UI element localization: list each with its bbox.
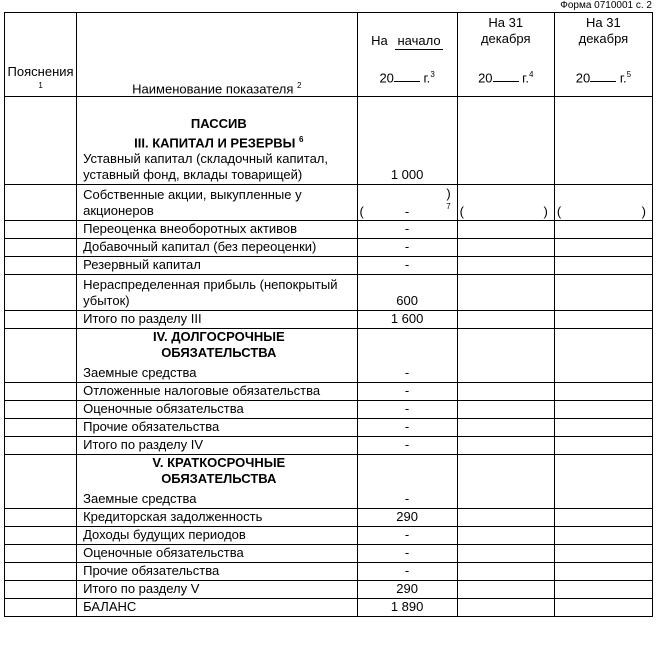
section-title: ОБЯЗАТЕЛЬСТВА (161, 345, 277, 360)
row-name: Оценочные обязательства (77, 545, 357, 563)
row-value: - (357, 257, 457, 275)
section-title: ПАССИВ (190, 115, 247, 131)
row-name: Резервный капитал (77, 257, 357, 275)
row-value: - (357, 437, 457, 455)
row-value: - (357, 329, 457, 383)
header-indicator-name: Наименование показателя $^2$ (77, 13, 357, 97)
row-name: Уставный капитал (складочный капитал, уставный фонд, вклады товарищей) (83, 151, 328, 182)
section-title: V. КРАТКОСРОЧНЫЕ (152, 455, 286, 470)
row-value: 1 890 (357, 599, 457, 617)
table-row (5, 527, 653, 545)
section3-total-row (5, 311, 653, 329)
section4-first-row (5, 329, 653, 383)
row-name: Оценочные обязательства (77, 401, 357, 419)
section3-title-cell (77, 97, 357, 185)
balance-sheet-table (4, 12, 653, 617)
table-row (5, 383, 653, 401)
header-col-dec31-a: На 31 декабря 20 г.$^4$ (457, 13, 554, 97)
section4-title-cell (77, 329, 357, 383)
footnote-mark: 1 (38, 80, 43, 90)
row-value: 290 (357, 581, 457, 599)
table-row (5, 545, 653, 563)
header-row (5, 13, 653, 97)
header-col-dec31-b: На 31 декабря 20 г.$^5$ (554, 13, 652, 97)
section4-total-row (5, 437, 653, 455)
table-row (5, 563, 653, 581)
header-col-start: На начало 20 г.$^3$ (357, 13, 457, 97)
table-row (5, 221, 653, 239)
section-title: III. КАПИТАЛ И РЕЗЕРВЫ $^6$ (134, 134, 304, 150)
table-row (5, 401, 653, 419)
row-name: Прочие обязательства (77, 419, 357, 437)
row-name: Доходы будущих периодов (77, 527, 357, 545)
row-name: Итого по разделу III (77, 311, 357, 329)
row-name: Собственные акции, выкупленные у акционеров (77, 185, 357, 221)
balance-total-row (5, 599, 653, 617)
row-name: Итого по разделу V (77, 581, 357, 599)
row-value: - (357, 563, 457, 581)
row-value: 290 (357, 509, 457, 527)
notes-cell (5, 97, 77, 185)
row-name: БАЛАНС (77, 599, 357, 617)
row-name: Добавочный капитал (без переоценки) (77, 239, 357, 257)
row-value: - (357, 545, 457, 563)
section3-first-row (5, 97, 653, 185)
header-notes: Пояснения $^1$ (5, 13, 77, 97)
row-name: Кредиторская задолженность (77, 509, 357, 527)
row-value: - (357, 239, 457, 257)
row-name: Итого по разделу IV (77, 437, 357, 455)
table-row: Собственные акции, выкупленные у акционеров ) 7 ( - ( ) ( ) (5, 185, 653, 221)
row-name: Заемные средства (83, 491, 197, 506)
row-name: Заемные средства (83, 365, 197, 380)
row-value: - (357, 419, 457, 437)
row-value: - (357, 455, 457, 509)
row-value: - (357, 383, 457, 401)
footnote-mark: 2 (297, 80, 302, 90)
table-row (5, 257, 653, 275)
section5-total-row (5, 581, 653, 599)
form-code: Форма 0710001 с. 2 (560, 0, 652, 11)
row-value: - (357, 401, 457, 419)
table-row (5, 509, 653, 527)
row-name: Отложенные налоговые обязательства (77, 383, 357, 401)
section-title: ОБЯЗАТЕЛЬСТВА (161, 471, 277, 486)
row-value: 1 000 (357, 97, 457, 185)
row-value: 600 (357, 275, 457, 311)
row-value: - (357, 221, 457, 239)
table-row (5, 419, 653, 437)
row-value: - (404, 204, 410, 219)
row-value: 1 600 (357, 311, 457, 329)
row-name: Прочие обязательства (77, 563, 357, 581)
section5-first-row (5, 455, 653, 509)
row-value: - (357, 527, 457, 545)
table-row (5, 275, 653, 311)
section-title: IV. ДОЛГОСРОЧНЫЕ (152, 329, 285, 344)
row-name: Переоценка внеоборотных активов (77, 221, 357, 239)
table-row (5, 239, 653, 257)
section5-title-cell (77, 455, 357, 509)
row-name: Нераспределенная прибыль (непокрытый убыток) (77, 275, 357, 311)
